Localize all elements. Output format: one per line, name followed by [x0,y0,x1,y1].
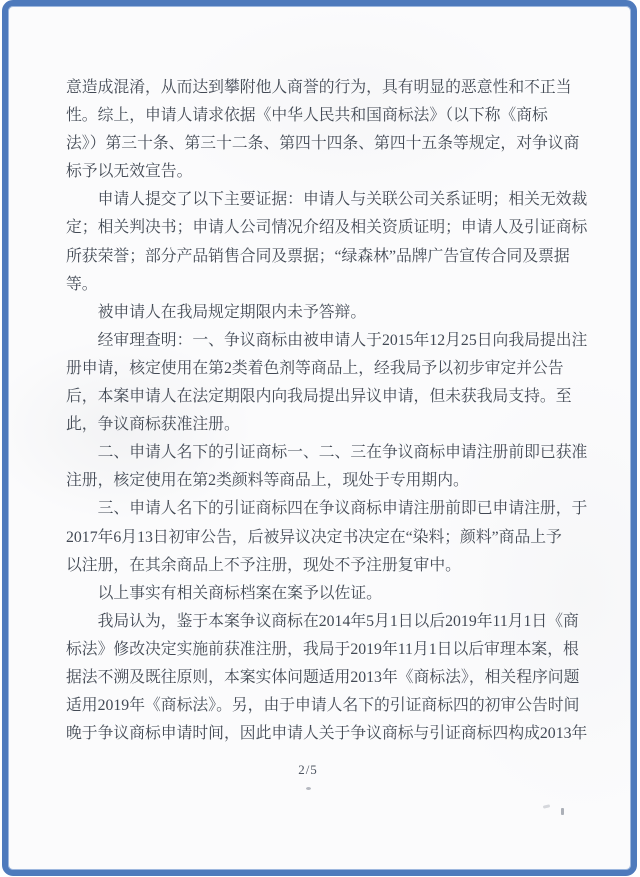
text-line: 三、申请人名下的引证商标四在争议商标申请注册前即已申请注册，于 [97,500,588,518]
page-number: 2/5 [298,762,318,777]
text-line: 二、申请人名下的引证商标一、二、三在争议商标申请注册前即已获准 [97,444,588,462]
text-line: 经审理查明：一、争议商标由被申请人于2015年12月25日向我局提出注 [97,331,588,349]
text-line: 以上事实有相关商标档案在案予以佐证。 [97,584,382,602]
text-line: 此，争议商标获准注册。 [66,416,240,434]
text-line: 标予以无效宣告。 [66,163,193,181]
text-line: 我局认为，鉴于本案争议商标在2014年5月1日以后2019年11月1日《商 [97,612,579,630]
text-line: 被申请人在我局规定期限内未予答辩。 [97,303,367,321]
text-line: 适用2019年《商标法》。另，由于申请人名下的引证商标四的初审公告时间 [66,697,580,715]
text-line: 意造成混淆，从而达到攀附他人商誉的行为，具有明显的恶意性和不正当 [66,79,572,96]
text-line: 定；相关判决书；申请人公司情况介绍及相关资质证明；申请人及引证商标 [66,219,588,237]
text-line: 据法不溯及既往原则，本案实体问题适用2013年《商标法》，相关程序问题 [66,668,580,686]
text-line: 法》）第三十条、第三十二条、第四十四条、第四十五条等规定，对争议商 [66,135,580,153]
text-line: 册申请，核定使用在第2类着色剂等商品上，经我局予以初步审定并公告 [66,359,564,377]
text-line: 以注册，在其余商品上不予注册，现处不予注册复审中。 [66,556,461,574]
text-line: 晚于争议商标申请时间，因此申请人关于争议商标与引证商标四构成2013年 [66,725,588,743]
text-line: 注册，核定使用在第2类颜料等商品上，现处于专用期内。 [66,472,469,490]
text-line: 标法》修改决定实施前获准注册，我局于2019年11月1日以后审理本案，根 [66,640,579,658]
document-body [66,74,590,748]
text-line: 后，本案申请人在法定期限内向我局提出异议申请，但未获我局支持。至 [66,388,572,406]
text-line: 所获荣誉；部分产品销售合同及票据；“绿森林”品牌广告宣传合同及票据 [66,247,570,265]
text-line: 性。综上，申请人请求依据《中华人民共和国商标法》（以下称《商标 [66,107,548,125]
text-line: 2017年6月13日初审公告，后被异议决定书决定在“染料；颜料”商品上予 [66,528,562,546]
text-line: 等。 [66,275,98,293]
text-line: 申请人提交了以下主要证据：申请人与关联公司关系证明；相关无效裁 [97,191,588,209]
